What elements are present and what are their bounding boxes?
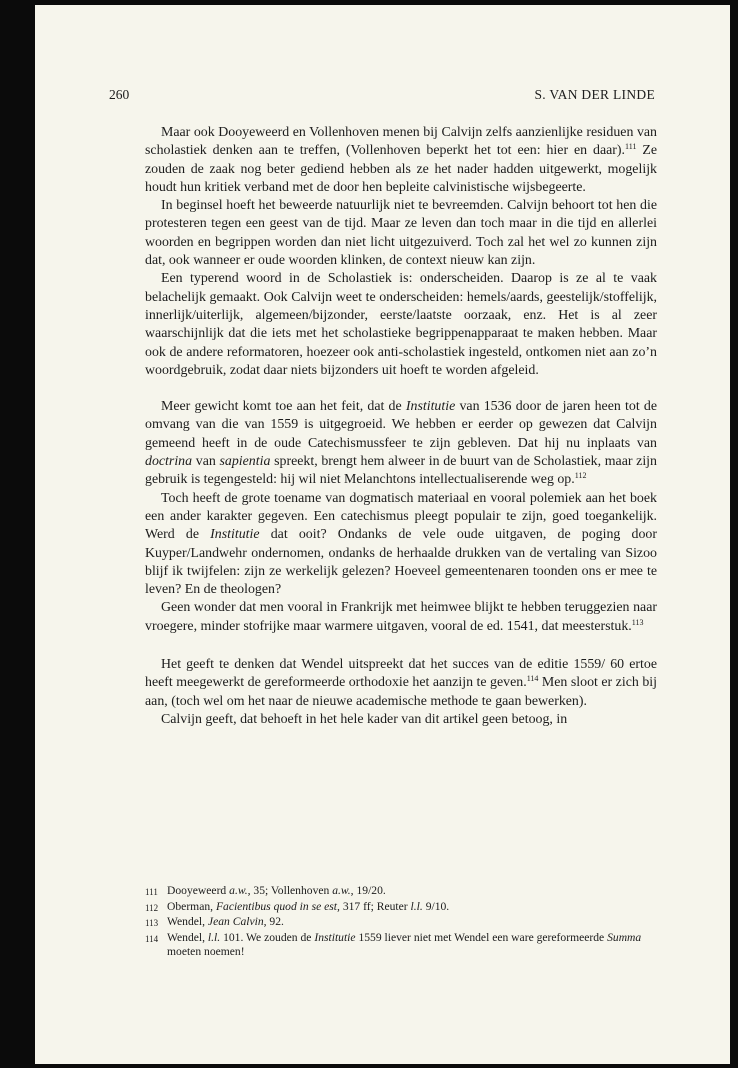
footnote-ref: 112 bbox=[574, 471, 587, 481]
text-run: Maar ook Dooyeweerd en Vollenhoven menen bij Calvijn zelfs aanzienlijke residuen van scholastiek denken aan te treffen, (Vollenhoven beperkt het tot een: hier en daar). bbox=[145, 125, 657, 159]
text-run: Calvijn geeft, dat behoeft in het hele kader van dit artikel geen betoog, in bbox=[161, 711, 568, 727]
body-text bbox=[145, 124, 657, 729]
italic-term: Jean Calvin, bbox=[207, 915, 267, 928]
italic-term: Institutie bbox=[210, 527, 260, 543]
italic-term: l.l. bbox=[410, 899, 423, 913]
text-run: Het geeft te denken dat Wendel uitspreekt dat het succes van de editie 1559/ 60 ertoe heeft meegewerkt de gereformeerde orthodoxie het aanzijn te geven. bbox=[145, 657, 657, 691]
text-run: Wendel, bbox=[167, 915, 208, 928]
text-run: 9/10. bbox=[422, 899, 450, 913]
footnote-number: 113 bbox=[145, 918, 159, 928]
text-run: Oberman, bbox=[167, 899, 216, 913]
footnote bbox=[145, 915, 657, 931]
text-run: moeten noemen! bbox=[167, 945, 245, 958]
text-run: van 1536 door de jaren heen tot de omvang van die van 1559 is uitgegroeid. We hebben er eerder op gewezen dat Calvijn gemeend heeft in de oude Catechismussfeer te zijn gebleven. Dat hij nu inplaats van bbox=[145, 399, 657, 451]
text-run: 35; Vollenhoven bbox=[250, 884, 333, 897]
italic-term: a.w., bbox=[332, 884, 354, 897]
footnote-ref: 111 bbox=[625, 142, 637, 152]
italic-term: Summa bbox=[607, 930, 642, 944]
footnote-ref: 113 bbox=[631, 617, 644, 627]
text-run: Dooyeweerd bbox=[167, 884, 230, 897]
text-run: Men sloot er zich bij aan, (toch wel om het naar de nieuwe academische methode te gaan bewerken). bbox=[145, 675, 657, 709]
scan-border-left bbox=[0, 0, 35, 1068]
paragraph bbox=[145, 711, 657, 729]
text-run: Een typerend woord in de Scholastiek is: onderscheiden. Daarop is ze al te vaak belachelijk gemaakt. Ook Calvijn weet te onderscheiden: hemels/aards, geestelijk/stoffelijk, innerlijk/uiterlijk, algemeen/bijzonder, eerste/laatste oorzaak, enz. Het is al zeer waarschijnlijk dat die iets met het scholastieke begrippenapparaat te maken hebben. Maar ook de andere reformatoren, hoezeer ook anti-scholastiek ingesteld, ontkomen niet aan zo’n woordgebruik, zodat daar niets bijzonders uit hoeft te worden afgeleid. bbox=[145, 271, 657, 378]
text-run: Wendel, bbox=[167, 930, 208, 944]
text-run: spreekt, brengt hem alweer in de buurt van de Scholastiek, maar zijn gebruik is tegengesteld: hij wil niet Melanchtons intellectualiserende weg op. bbox=[145, 454, 657, 488]
paragraph bbox=[145, 398, 657, 489]
footnote-ref: 114 bbox=[526, 674, 539, 684]
text-run: Ze zouden de zaak nog beter gediend hebben als ze het nader hadden uitgewerkt, mogelijk houdt hun kritiek verband met de door hen bepleite calvinistische wijsbegeerte. bbox=[145, 143, 657, 195]
scan-border-right bbox=[730, 0, 738, 1068]
text-run: 1559 liever niet met Wendel een ware gereformeerde bbox=[355, 930, 608, 944]
text-run: van bbox=[192, 454, 220, 470]
text-run: In beginsel hoeft het beweerde natuurlijk niet te bevreemden. Calvijn behoort tot hen die protesteren tegen een geest van de tijd. Maar ze leven dan toch maar in die tijd en allerlei woorden en begrippen worden dan niet licht uitgezuiverd. Toch zal het wel zo kunnen zijn dat, ook wanneer er oude woorden klinken, de context nieuw kan zijn. bbox=[145, 198, 657, 269]
paragraph bbox=[145, 599, 657, 636]
footnote-number: 111 bbox=[145, 887, 158, 897]
footnote-number: 112 bbox=[145, 902, 159, 913]
text-run: Toch heeft de grote toename van dogmatisch materiaal en vooral polemiek aan het boek een ander karakter gegeven. Een catechismus pleegt populair te zijn, goed toegankelijk. Werd de bbox=[145, 490, 657, 543]
scan-border-bottom bbox=[0, 1064, 738, 1068]
running-head: S. VAN DER LINDE bbox=[534, 87, 655, 102]
footnote-text bbox=[167, 884, 657, 900]
paragraph bbox=[145, 124, 657, 197]
paragraph bbox=[145, 197, 657, 270]
italic-term: Institutie bbox=[405, 399, 456, 415]
footnote bbox=[145, 900, 657, 916]
italic-term: Institutie bbox=[314, 930, 356, 944]
text-run: Geen wonder dat men vooral in Frankrijk met heimwee blijkt te hebben teruggezien naar vroegere, minder stofrijke maar warmere uitgaven, vooral de ed. 1541, dat meesterstuk. bbox=[145, 600, 657, 634]
footnote-number: 114 bbox=[145, 933, 159, 944]
text-run: Meer gewicht komt toe aan het feit, dat de bbox=[161, 399, 406, 415]
text-run: 101. We zouden de bbox=[220, 930, 315, 944]
text-run: dat ooit? Ondanks de vele oude uitgaven, de poging door Kuyper/Landwehr ondernomen, ondanks de herhaalde drukken van de vertaling van Sizoo blijf ik twijfelen: zijn ze werkelijk gelezen? Hoeveel gemeentenaren toonden ons er mee te leven? En de theologen? bbox=[145, 527, 657, 598]
italic-term: a.w., bbox=[229, 884, 251, 897]
paragraph bbox=[145, 490, 657, 600]
footnote bbox=[145, 884, 657, 900]
italic-term: Facientibus quod in se est, bbox=[215, 899, 340, 913]
text-run: 92. bbox=[266, 915, 284, 928]
paragraph bbox=[145, 270, 657, 380]
italic-term: l.l. bbox=[207, 930, 221, 944]
italic-term: doctrina bbox=[145, 454, 193, 470]
paragraph bbox=[145, 656, 657, 711]
text-run: 317 ff; Reuter bbox=[339, 899, 411, 913]
page-number: 260 bbox=[109, 87, 130, 102]
text-run: 19/20. bbox=[353, 884, 386, 897]
footnote-text bbox=[167, 915, 657, 931]
footnotes bbox=[145, 884, 657, 960]
italic-term: sapientia bbox=[219, 454, 271, 470]
footnote bbox=[145, 931, 657, 960]
footnote-text bbox=[167, 900, 657, 916]
footnote-text bbox=[167, 931, 657, 960]
